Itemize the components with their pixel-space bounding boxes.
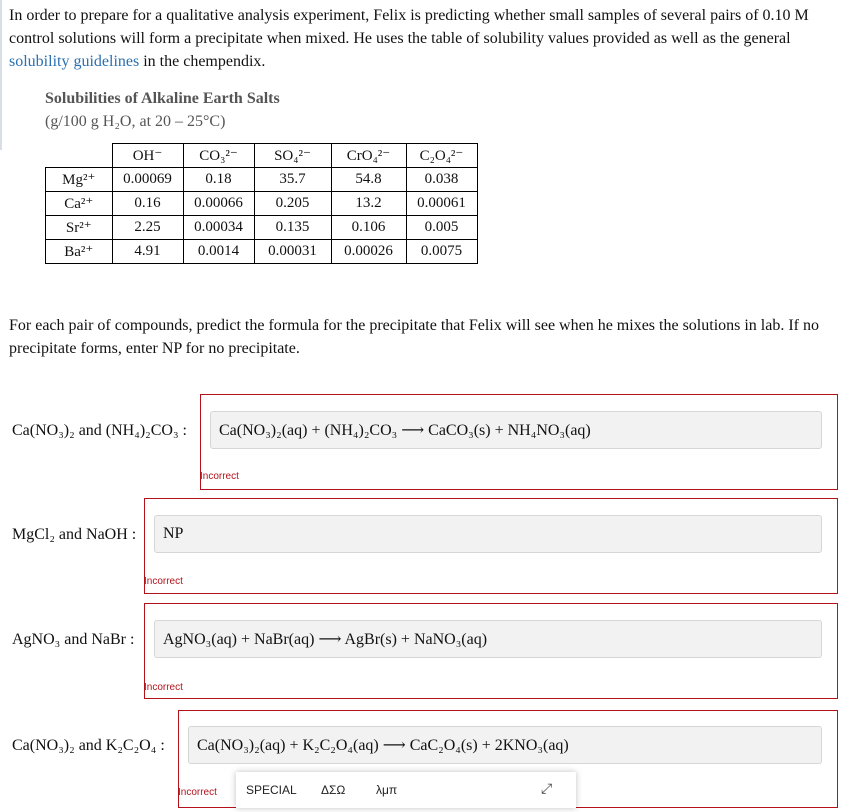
question-3-status: Incorrect <box>144 682 183 693</box>
row-ion: Mg²⁺ <box>46 168 113 192</box>
question-4-status: Incorrect <box>178 787 217 798</box>
question-3-answer-input[interactable]: AgNO₃(aq) + NaBr(aq) ⟶ AgBr(s) + NaNO₃(aq) <box>154 620 822 658</box>
table-row <box>46 216 478 240</box>
table-row <box>46 192 478 216</box>
greek-uppercase-button[interactable]: ΔΣΩ <box>321 783 346 797</box>
table-cell: 0.00031 <box>254 240 331 264</box>
expand-icon[interactable]: ⤢ <box>541 780 553 796</box>
table-row <box>46 240 478 264</box>
question-2-status: Incorrect <box>144 576 183 587</box>
question-1-label: Ca(NO₃)₂ and (NH₄)₂CO₃ : <box>12 422 187 439</box>
intro-text: In order to prepare for a qualitative analysis experiment, Felix is predicting whether small samples of several pairs of 0.10 M control solutions will form a precipitate when mixed. He uses the table of solubility values provided as well as the general <box>9 7 809 47</box>
table-cell: 0.038 <box>406 168 477 192</box>
table-cell: 2.25 <box>112 216 183 240</box>
table-cell: 0.00034 <box>183 216 254 240</box>
table-units: (g/100 g H₂O, at 20 – 25°C) <box>45 113 226 130</box>
symbol-toolbar <box>236 772 576 808</box>
table-header-row <box>46 144 478 168</box>
intro-text-end: in the chempendix. <box>139 53 266 70</box>
instructions: For each pair of compounds, predict the formula for the precipitate that Felix will see when he mixes the solutions in lab. If no precipitate forms, enter NP for no precipitate. <box>9 317 820 357</box>
row-ion: Ca²⁺ <box>46 192 113 216</box>
table-cell: 0.00061 <box>406 192 477 216</box>
solubility-guidelines-link[interactable]: solubility guidelines <box>9 53 140 70</box>
question-1-answer-input[interactable]: Ca(NO₃)₂(aq) + (NH₄)₂CO₃ ⟶ CaCO₃(s) + NH₄NO₃(aq) <box>210 411 822 449</box>
table-cell: 0.16 <box>112 192 183 216</box>
table-corner <box>46 144 113 168</box>
table-cell: 4.91 <box>112 240 183 264</box>
intro-paragraph <box>9 4 829 73</box>
greek-lowercase-button[interactable]: λμπ <box>376 783 398 797</box>
question-4-answer-input[interactable]: Ca(NO₃)₂(aq) + K₂C₂O₄(aq) ⟶ CaC₂O₄(s) + 2KNO₃(aq) <box>188 726 822 764</box>
table-cell: 0.0014 <box>183 240 254 264</box>
row-ion: Ba²⁺ <box>46 240 113 264</box>
col-header: OH⁻ <box>112 144 183 168</box>
table-cell: 0.135 <box>254 216 331 240</box>
table-cell: 0.005 <box>406 216 477 240</box>
table-cell: 13.2 <box>331 192 406 216</box>
question-1-status: Incorrect <box>200 471 239 482</box>
table-cell: 0.00066 <box>183 192 254 216</box>
col-header: CrO₄²⁻ <box>331 144 406 168</box>
table-cell: 35.7 <box>254 168 331 192</box>
table-cell: 54.8 <box>331 168 406 192</box>
solubility-table <box>45 143 478 264</box>
question-2-label: MgCl₂ and NaOH : <box>12 526 137 543</box>
left-scroll-rule <box>0 0 2 150</box>
row-ion: Sr²⁺ <box>46 216 113 240</box>
table-cell: 0.00026 <box>331 240 406 264</box>
question-4-label: Ca(NO₃)₂ and K₂C₂O₄ : <box>12 737 165 754</box>
table-cell: 0.18 <box>183 168 254 192</box>
question-2-answer-input[interactable]: NP <box>154 515 822 553</box>
table-cell: 0.00069 <box>112 168 183 192</box>
table-cell: 0.0075 <box>406 240 477 264</box>
question-3-label: AgNO₃ and NaBr : <box>12 631 135 648</box>
col-header: SO₄²⁻ <box>254 144 331 168</box>
table-cell: 0.106 <box>331 216 406 240</box>
table-title: Solubilities of Alkaline Earth Salts <box>45 90 280 107</box>
col-header: C₂O₄²⁻ <box>406 144 477 168</box>
table-cell: 0.205 <box>254 192 331 216</box>
special-characters-button[interactable]: SPECIAL <box>246 783 297 797</box>
col-header: CO₃²⁻ <box>183 144 254 168</box>
table-row <box>46 168 478 192</box>
